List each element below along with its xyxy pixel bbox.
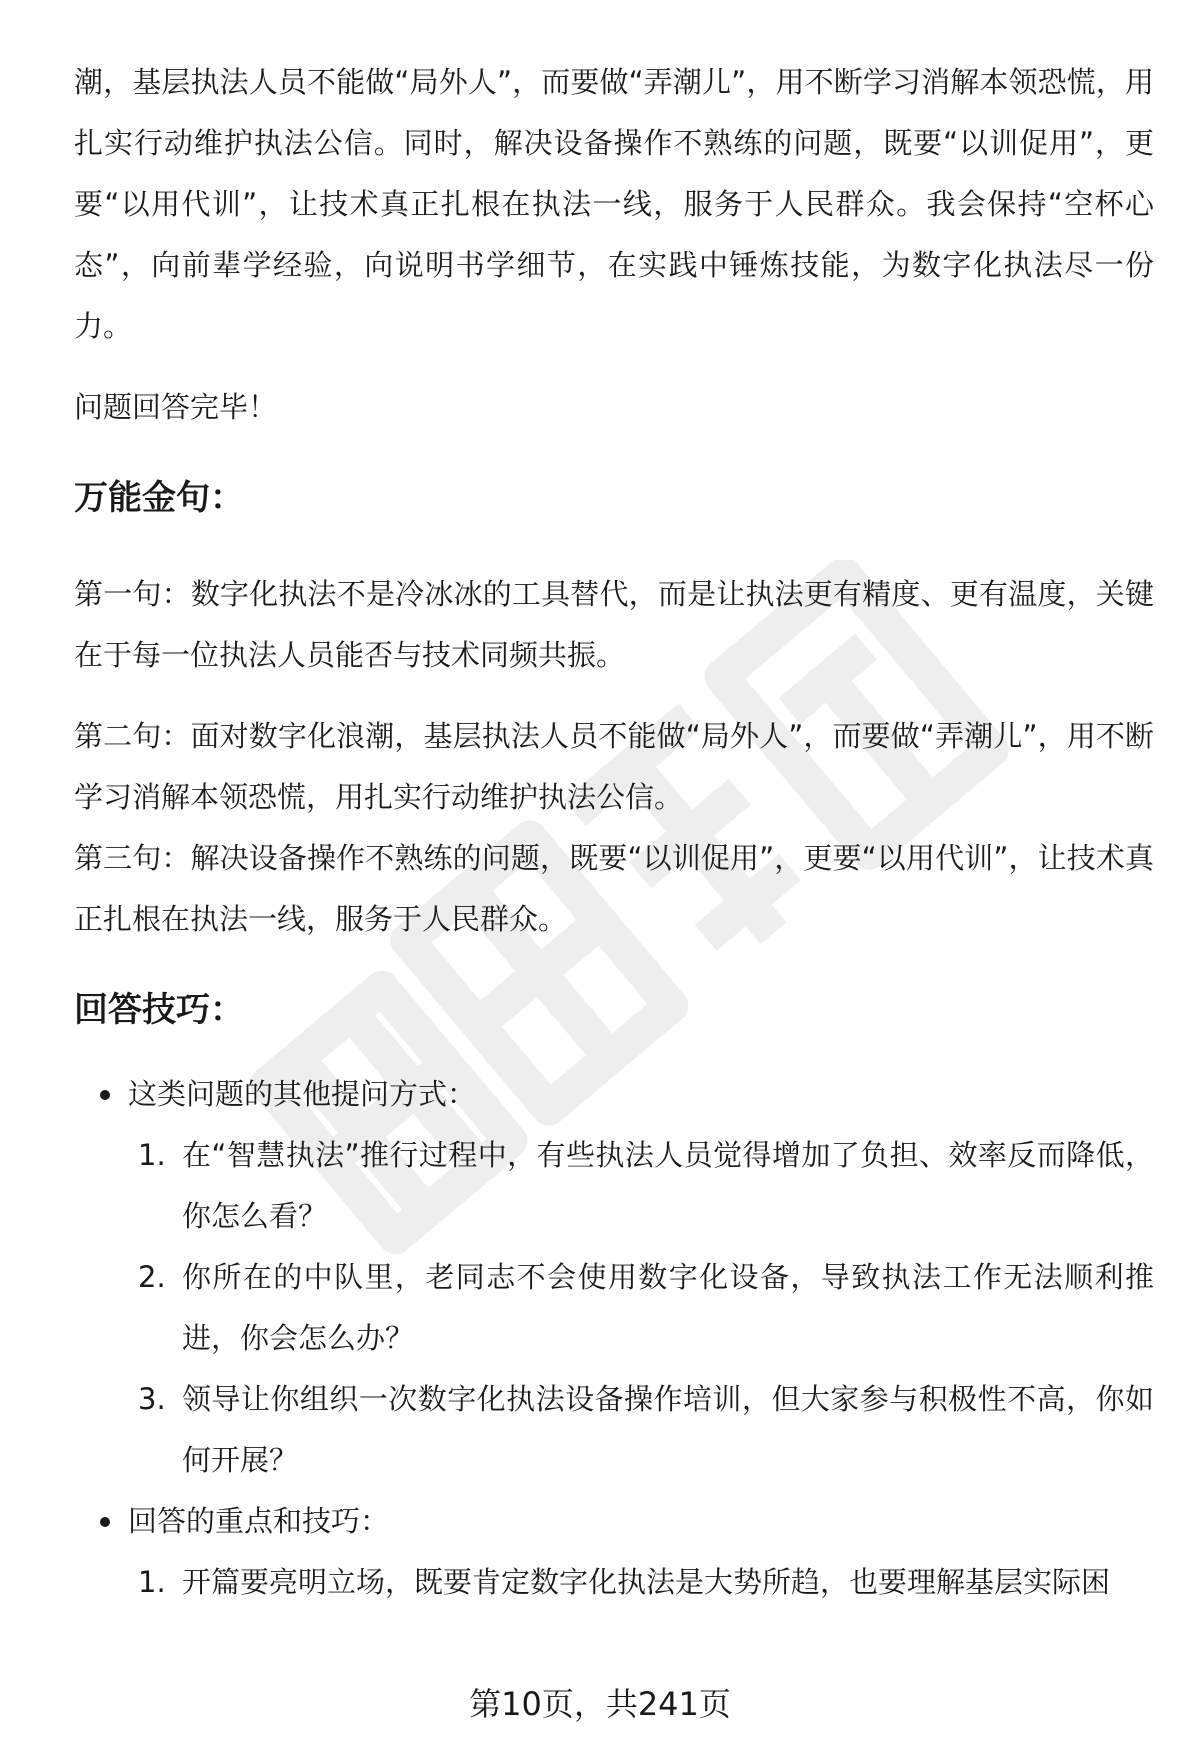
golden-sentence-2: 第二句：面对数字化浪潮，基层执法人员不能做“局外人”，而要做“弄潮儿”，用不断学习消解本领恐慌，用扎实行动维护执法公信。 [74,719,1154,814]
numbered-list [74,1552,1154,1613]
numbered-list [74,1125,1154,1491]
list-item [74,1064,1154,1491]
item-number: 2. [138,1260,166,1294]
content-column [74,52,1154,1613]
list-item [74,1247,1154,1369]
tips-list [74,1064,1154,1613]
page-number: 第10页，共241页 [469,1685,731,1723]
bullet-icon [100,1090,110,1100]
bullet-label: 回答的重点和技巧： [128,1504,390,1538]
tips-heading: 回答技巧： [74,990,244,1030]
item-number: 1. [138,1138,166,1172]
bullet-icon [100,1517,110,1527]
golden-sentence-3: 第三句：解决设备操作不熟练的问题，既要“以训促用”，更要“以用代训”，让技术真正扎根在执法一线，服务于人民群众。 [74,841,1154,936]
closing-line: 问题回答完毕！ [74,390,278,424]
golden-sentence-1: 第一句：数字化执法不是冷冰冰的工具替代，而是让执法更有精度、更有温度，关键在于每一位执法人员能否与技术同频共振。 [74,577,1154,672]
item-text: 在“智慧执法”推行过程中，有些执法人员觉得增加了负担、效率反而降低，你怎么看？ [182,1138,1154,1233]
list-item [74,1552,1154,1613]
golden-sentences-heading: 万能金句： [74,478,244,518]
list-item [74,1369,1154,1491]
intro-paragraph: 潮，基层执法人员不能做“局外人”，而要做“弄潮儿”，用不断学习消解本领恐慌，用扎实行动维护执法公信。同时，解决设备操作不熟练的问题，既要“以训促用”，更要“以用代训”，让技术真正扎根在执法一线，服务于人民群众。我会保持“空杯心态”，向前辈学经验，向说明书学细节，在实践中锤炼技能，为数字化执法尽一份力。 [74,65,1154,343]
item-number: 3. [138,1382,166,1416]
item-text: 开篇要亮明立场，既要肯定数字化执法是大势所趋，也要理解基层实际困 [182,1565,1111,1599]
list-item [74,1125,1154,1247]
list-item [74,1491,1154,1613]
item-text: 领导让你组织一次数字化执法设备操作培训，但大家参与积极性不高，你如何开展？ [182,1382,1154,1477]
item-text: 你所在的中队里，老同志不会使用数字化设备，导致执法工作无法顺利推进，你会怎么办？ [182,1260,1154,1355]
bullet-label: 这类问题的其他提问方式： [128,1077,477,1111]
item-number: 1. [138,1565,166,1599]
